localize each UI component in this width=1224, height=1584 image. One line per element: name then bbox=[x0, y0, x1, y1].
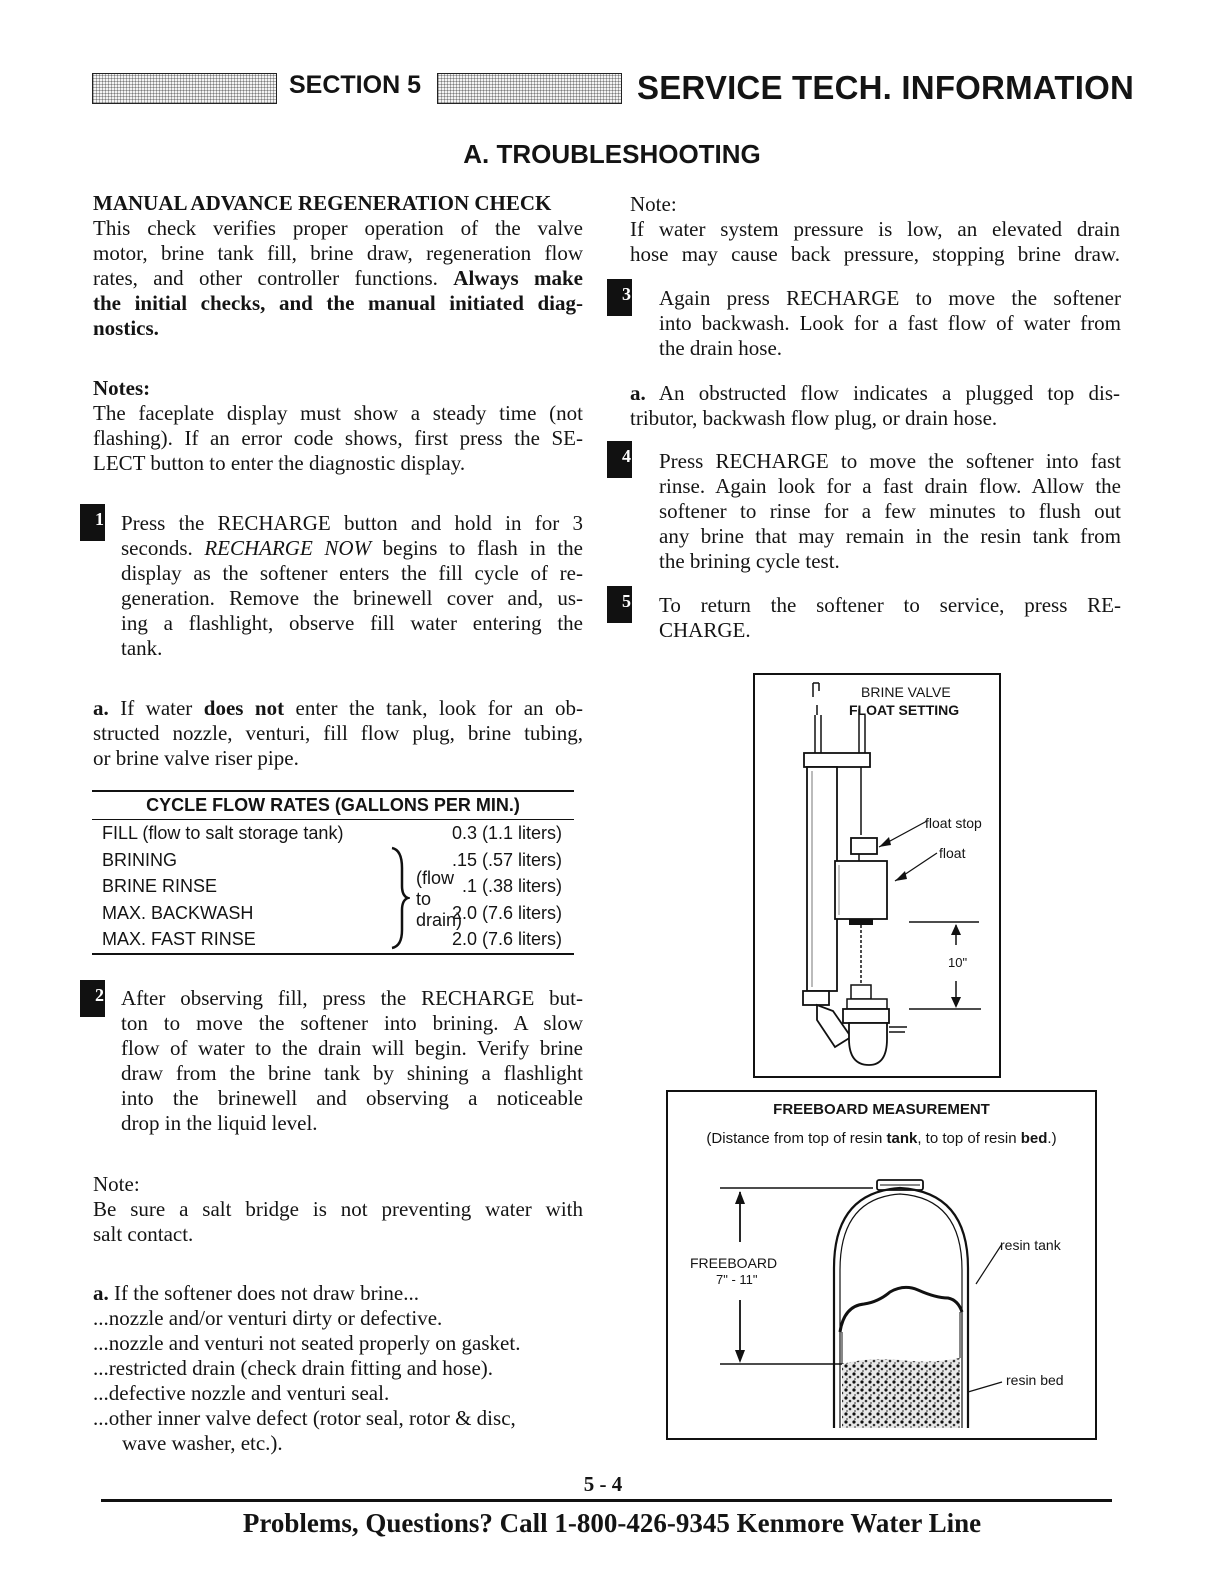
step-4-line: rinse. Again look for a fast drain flow. Allow the bbox=[659, 474, 1121, 498]
step-1-line: Press the RECHARGE button and hold in for 3 bbox=[121, 511, 583, 535]
float-stop-label: float stop bbox=[925, 815, 982, 831]
step-2-note-a bbox=[93, 1281, 593, 1456]
table-row bbox=[92, 926, 574, 955]
note-2-line: salt contact. bbox=[93, 1222, 194, 1246]
resin-tank-label: resin tank bbox=[1000, 1237, 1061, 1253]
intro-paragraph bbox=[93, 216, 583, 341]
notes-line: The faceplate display must show a steady time (not bbox=[93, 401, 583, 425]
note-a3-line: tributor, backwash flow plug, or drain hose. bbox=[630, 406, 998, 430]
brine-valve-label-2: FLOAT SETTING bbox=[849, 702, 960, 718]
subtitle-bold: tank bbox=[886, 1130, 918, 1147]
note-a-text: enter the tank, look for an ob- bbox=[284, 696, 583, 720]
freeboard-title: FREEBOARD MEASUREMENT bbox=[773, 1101, 990, 1118]
note-a-prefix: a. bbox=[93, 696, 109, 720]
brine-valve-diagram bbox=[753, 673, 1001, 1078]
row-value: 2.0 (7.6 liters) bbox=[451, 902, 562, 923]
section-label: SECTION 5 bbox=[289, 71, 421, 99]
note-a-line: or brine valve riser pipe. bbox=[93, 746, 299, 770]
row-value: .15 (.57 liters) bbox=[451, 849, 562, 870]
step-2-line: flow of water to the drain will begin. Verify brine bbox=[121, 1036, 583, 1060]
row-label: BRINING bbox=[102, 849, 178, 870]
step-1-text-b: begins to flash in the bbox=[371, 536, 583, 560]
step-4-line: any brine that may remain in the resin tank from bbox=[659, 524, 1121, 548]
bracket-note-line: drain) bbox=[416, 910, 463, 930]
step-4-marker: 4 bbox=[607, 441, 632, 478]
resin-bed-label: resin bed bbox=[1006, 1372, 1064, 1388]
step-1-note-a bbox=[93, 696, 583, 771]
step-1-italic: RECHARGE NOW bbox=[204, 536, 372, 560]
note-right-paragraph bbox=[630, 217, 1120, 267]
notes-line: LECT button to enter the diagnostic display. bbox=[93, 451, 466, 475]
step-1-text bbox=[121, 511, 583, 661]
note-2-paragraph bbox=[93, 1197, 583, 1247]
note-right-line: hose may cause back pressure, stopping brine draw. bbox=[630, 242, 1120, 266]
footer-divider bbox=[101, 1499, 1112, 1502]
notes-heading: Notes: bbox=[93, 376, 151, 400]
bracket-note-line: (flow bbox=[416, 868, 455, 888]
freeboard-label: FREEBOARD bbox=[690, 1255, 778, 1271]
row-label: MAX. FAST RINSE bbox=[102, 929, 256, 949]
subtitle-part: (Distance from top of resin bbox=[706, 1130, 887, 1147]
table-header: CYCLE FLOW RATES (GALLONS PER MIN.) bbox=[92, 790, 574, 820]
notes-line: flashing). If an error code shows, first press the SE- bbox=[93, 426, 583, 450]
notes-paragraph bbox=[93, 401, 583, 476]
note-a3-text: An obstructed flow indicates a plugged top dis- bbox=[645, 381, 1120, 405]
float-label: float bbox=[939, 845, 966, 861]
step-5-line: To return the softener to service, press RE- bbox=[659, 593, 1121, 617]
row-label: MAX. BACKWASH bbox=[102, 902, 254, 923]
intro-bold: Always make bbox=[453, 266, 583, 290]
note-a2-line: ...other inner valve defect (rotor seal, rotor & disc, bbox=[93, 1406, 516, 1430]
step-1-line bbox=[121, 536, 583, 561]
step-5-text bbox=[659, 593, 1121, 643]
step-3-line: Again press RECHARGE to move the softener bbox=[659, 286, 1121, 310]
step-5-marker: 5 bbox=[607, 586, 632, 623]
brace-icon bbox=[388, 846, 410, 950]
table-row bbox=[92, 847, 574, 874]
step-1-line: generation. Remove the brinewell cover and, us- bbox=[121, 586, 583, 610]
row-value: .1 (.38 liters) bbox=[461, 876, 562, 896]
step-2-line: After observing fill, press the RECHARGE but- bbox=[121, 986, 583, 1010]
note-a2-line: ...defective nozzle and venturi seal. bbox=[93, 1381, 390, 1405]
header-pattern-left bbox=[92, 73, 277, 104]
step-1-marker: 1 bbox=[80, 504, 105, 541]
step-2-line: drop in the liquid level. bbox=[121, 1111, 318, 1135]
intro-line: motor, brine tank fill, brine draw, regeneration flow bbox=[93, 241, 583, 265]
bracket-note bbox=[416, 868, 462, 931]
step-2-line: ton to move the softener into brining. A slow bbox=[121, 1011, 583, 1035]
step-1-line: display as the softener enters the fill cycle of re- bbox=[121, 561, 583, 585]
note-a2-line bbox=[93, 1281, 593, 1306]
step-3-marker: 3 bbox=[607, 279, 632, 316]
step-3-line: the drain hose. bbox=[659, 336, 783, 360]
brine-valve-label-1: BRINE VALVE bbox=[861, 684, 951, 700]
subtitle-part: , to top of resin bbox=[917, 1130, 1021, 1147]
subtitle-part: .) bbox=[1047, 1130, 1057, 1147]
row-label: BRINE RINSE bbox=[102, 876, 218, 896]
section-title: SERVICE TECH. INFORMATION bbox=[637, 69, 1134, 106]
note-a2-line: wave washer, etc.). bbox=[122, 1431, 283, 1455]
row-value: 0.3 (1.1 liters) bbox=[451, 823, 562, 843]
note-a2-line: ...nozzle and venturi not seated properly on gasket. bbox=[93, 1331, 521, 1355]
note-a-line: structed nozzle, venturi, fill flow plug, brine tubing, bbox=[93, 721, 583, 745]
subtitle-bold: bed bbox=[1020, 1130, 1048, 1147]
intro-line: nostics. bbox=[93, 316, 159, 340]
float-setting-measure: 10" bbox=[948, 955, 968, 970]
freeboard-diagram bbox=[666, 1090, 1097, 1440]
footer-contact: Problems, Questions? Call 1-800-426-9345 Kenmore Water Line bbox=[242, 1508, 982, 1538]
note-a-line bbox=[93, 696, 583, 721]
row-label: FILL (flow to salt storage tank) bbox=[102, 823, 344, 843]
note-2-heading: Note: bbox=[93, 1172, 140, 1196]
step-2-marker: 2 bbox=[80, 980, 105, 1017]
step-3-note-a bbox=[630, 381, 1120, 431]
step-3-line: into backwash. Look for a fast flow of water from bbox=[659, 311, 1121, 335]
note-a2-line: ...restricted drain (check drain fitting and hose). bbox=[93, 1356, 494, 1380]
note-a3-prefix: a. bbox=[630, 381, 646, 405]
header-pattern-right bbox=[437, 73, 622, 104]
step-1-line: tank. bbox=[121, 636, 163, 660]
step-3-text bbox=[659, 286, 1121, 361]
page-number: 5 - 4 bbox=[583, 1472, 623, 1496]
intro-text: rates, and other controller functions. bbox=[93, 266, 454, 290]
page-title: A. TROUBLESHOOTING bbox=[463, 139, 761, 169]
note-a2-text: If the softener does not draw brine... bbox=[108, 1281, 419, 1305]
manual-check-heading: MANUAL ADVANCE REGENERATION CHECK bbox=[93, 191, 552, 215]
note-right-heading: Note: bbox=[630, 192, 677, 216]
step-2-line: into the brinewell and observing a noticeable bbox=[121, 1086, 583, 1110]
note-a2-line: ...nozzle and/or venturi dirty or defective. bbox=[93, 1306, 443, 1330]
note-a3-line bbox=[630, 381, 1120, 406]
note-a-text: If water bbox=[108, 696, 204, 720]
table-row bbox=[92, 873, 574, 900]
row-value: 2.0 (7.6 liters) bbox=[451, 929, 562, 949]
brine-valve-drawing bbox=[755, 675, 999, 1076]
note-2-line: Be sure a salt bridge is not preventing water with bbox=[93, 1197, 583, 1221]
step-4-line: the brining cycle test. bbox=[659, 549, 840, 573]
table-row bbox=[92, 820, 574, 847]
note-a2-prefix: a. bbox=[93, 1281, 109, 1305]
step-5-line: CHARGE. bbox=[659, 618, 751, 642]
cycle-flow-rates-table bbox=[92, 790, 574, 955]
note-a-bold: does not bbox=[203, 696, 285, 720]
table-row bbox=[92, 900, 574, 927]
freeboard-range: 7" - 11" bbox=[716, 1272, 758, 1287]
intro-line bbox=[93, 266, 583, 291]
step-1-line: ing a flashlight, observe fill water entering the bbox=[121, 611, 583, 635]
intro-line: the initial checks, and the manual initiated diag- bbox=[93, 291, 583, 315]
step-2-text bbox=[121, 986, 583, 1136]
intro-line: This check verifies proper operation of the valve bbox=[93, 216, 583, 240]
step-2-line: draw from the brine tank by shining a flashlight bbox=[121, 1061, 583, 1085]
step-1-text-a: seconds. bbox=[121, 536, 205, 560]
step-4-text bbox=[659, 449, 1121, 574]
step-4-line: Press RECHARGE to move the softener into fast bbox=[659, 449, 1121, 473]
step-4-line: softener to rinse for a few minutes to flush out bbox=[659, 499, 1121, 523]
bracket-note-line: to bbox=[416, 889, 432, 909]
note-right-line: If water system pressure is low, an elevated drain bbox=[630, 217, 1120, 241]
